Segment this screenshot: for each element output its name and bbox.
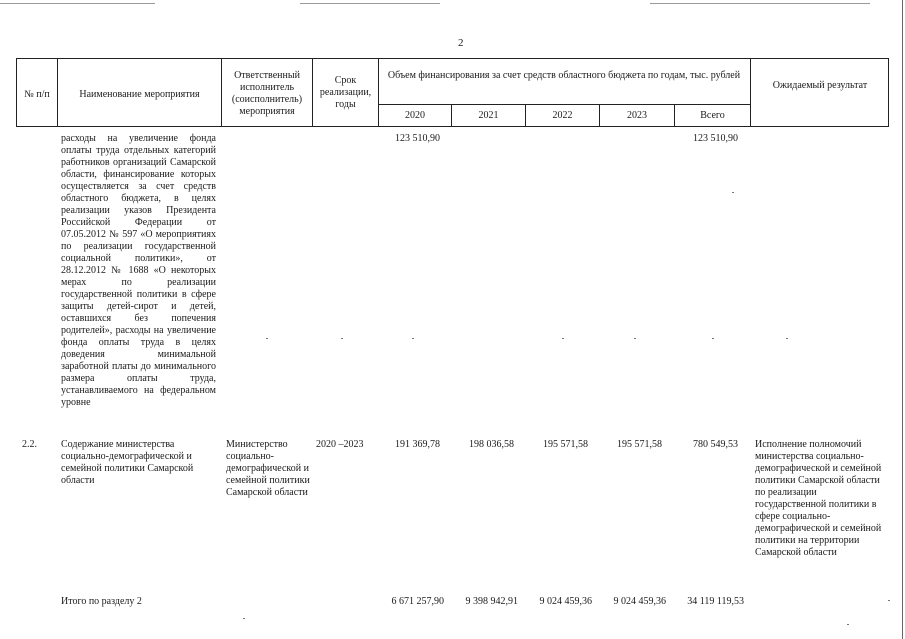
- col-border: [750, 58, 751, 127]
- subtotal-value-2020: 6 671 257,90: [391, 596, 444, 607]
- scan-speck: [412, 338, 414, 339]
- header-col-responsible: Ответственный исполнитель (соисполнитель) мероприятия: [231, 70, 303, 117]
- row-2-number: 2.2.: [22, 439, 37, 450]
- row-2-value-2022: 195 571,58: [543, 439, 588, 450]
- years-divider: [378, 104, 750, 105]
- scan-speck: [341, 338, 343, 339]
- subtotal-value-total: 34 119 119,53: [687, 596, 744, 607]
- header-bottom-border: [16, 126, 888, 127]
- header-col-funding: Объем финансирования за счет средств областного бюджета по годам, тыс. рублей: [387, 70, 741, 81]
- header-col-number: № п/п: [24, 89, 50, 100]
- row-2-value-2023: 195 571,58: [617, 439, 662, 450]
- scan-speck: [847, 624, 849, 625]
- col-border: [888, 58, 889, 127]
- header-col-term: Срок реализации, годы: [319, 75, 372, 110]
- header-year-2021: 2021: [478, 110, 499, 121]
- header-year-2020: 2020: [405, 110, 425, 121]
- row-1-name: расходы на увеличение фонда оплаты труда отдельных категорий работников организаций Самарской области, финансирование которых осуществляется за счет средств областного бюджета, в целях реализации указов Президента Российской Федерации от 07.05.2012 № 597 «О мероприятиях по реализации государственной социальной политики», от 28.12.2012 № 1688 «О некоторых мерах по реализации государственной политики в сфере защиты детей-сирот и детей, оставшихся без попечения родителей», расходы на увеличение фонда оплаты труда в целях доведения минимальной заработной платы до минимального размера оплаты труда, устанавливаемого на федеральном уровне: [61, 133, 216, 408]
- scan-artifact-line: [650, 3, 870, 4]
- row-2-value-total: 780 549,53: [693, 439, 738, 450]
- header-year-2023: 2023: [627, 110, 647, 121]
- scan-speck: [562, 338, 564, 339]
- subtotal-value-2022: 9 024 459,36: [539, 596, 592, 607]
- subtotal-label: Итого по разделу 2: [61, 596, 142, 607]
- subtotal-value-2023: 9 024 459,36: [613, 596, 666, 607]
- scan-speck: [888, 600, 890, 601]
- header-total: Всего: [700, 110, 725, 121]
- table-top-border: [16, 58, 888, 59]
- scan-speck: [243, 618, 245, 619]
- scan-speck: [712, 338, 714, 339]
- page-right-edge: [902, 0, 903, 639]
- row-2-name: Содержание министерства социально-демографической и семейной политики Самарской области: [61, 439, 194, 486]
- scan-speck: [786, 338, 788, 339]
- row-1-value-2020: 123 510,90: [395, 133, 440, 144]
- scan-speck: [732, 192, 734, 193]
- row-2-value-2021: 198 036,58: [469, 439, 514, 450]
- header-col-name: Наименование мероприятия: [79, 89, 200, 100]
- subtotal-value-2021: 9 398 942,91: [465, 596, 518, 607]
- row-2-term: 2020 –2023: [316, 439, 364, 450]
- scan-speck: [634, 338, 636, 339]
- scan-speck: [266, 338, 268, 339]
- page-number: 2: [458, 37, 464, 49]
- row-2-result: Исполнение полномочий министерства социально-демографической и семейной политики Самарской области по реализации государственной политики в сфере социально-демографической и семейной политики на территории Самарской области: [755, 439, 882, 558]
- header-col-result: Ожидаемый результат: [772, 80, 868, 91]
- scan-artifact-line: [0, 3, 155, 4]
- scan-artifact-line: [300, 3, 440, 4]
- row-1-value-total: 123 510,90: [693, 133, 738, 144]
- header-year-2022: 2022: [552, 110, 573, 121]
- row-2-responsible: Министерство социально-демографической и семейной политики Самарской области: [226, 439, 310, 498]
- row-2-value-2020: 191 369,78: [395, 439, 440, 450]
